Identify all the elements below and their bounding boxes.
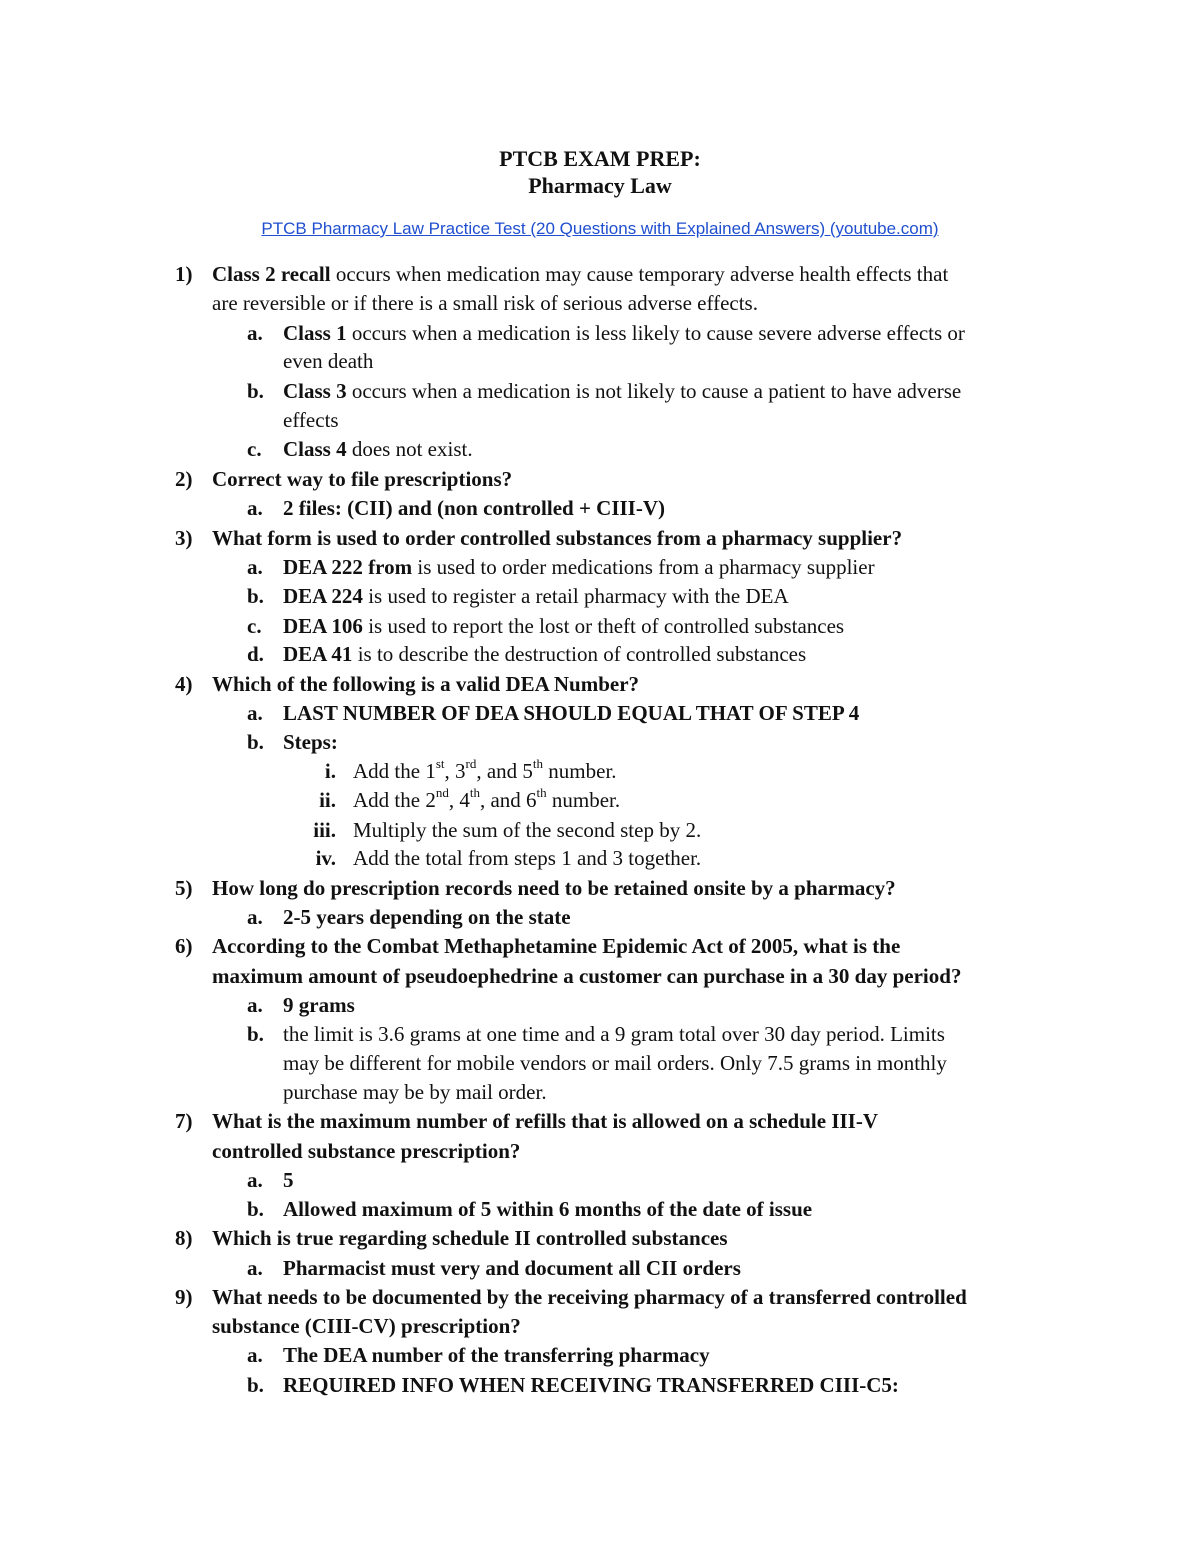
question-number: 9) (175, 1285, 193, 1309)
answer-text: 5 (283, 1168, 294, 1192)
answer-text: Pharmacist must very and document all CII orders (283, 1256, 741, 1280)
answer-text-cont: effects (283, 408, 339, 432)
answer-marker: a. (247, 555, 263, 579)
question-number: 1) (175, 262, 193, 286)
answer-text-cont: purchase may be by mail order. (283, 1080, 547, 1104)
question-number: 5) (175, 876, 193, 900)
question-number: 6) (175, 934, 193, 958)
question-number: 3) (175, 526, 193, 550)
answer-text: 2-5 years depending on the state (283, 905, 571, 929)
answer-text: Class 1 occurs when a medication is less likely to cause severe adverse effects or (283, 321, 965, 345)
question-text: Class 2 recall occurs when medication may cause temporary adverse health effects that (212, 262, 949, 286)
answer-text: DEA 41 is to describe the destruction of controlled substances (283, 642, 807, 666)
answer-text: DEA 224 is used to register a retail pharmacy with the DEA (283, 584, 789, 608)
question-text-cont: maximum amount of pseudoephedrine a customer can purchase in a 30 day period? (212, 964, 962, 988)
answer-text-cont: even death (283, 349, 374, 373)
answer-marker: b. (247, 1373, 264, 1397)
answer-marker: b. (247, 730, 264, 754)
document-subtitle: Pharmacy Law (528, 173, 672, 198)
question-text-cont: substance (CIII-CV) prescription? (212, 1314, 521, 1338)
question-text: Correct way to file prescriptions? (212, 467, 513, 491)
answer-marker: b. (247, 1197, 264, 1221)
answer-marker: c. (247, 437, 262, 461)
document-title: PTCB EXAM PREP: (499, 146, 701, 171)
step-text: Add the total from steps 1 and 3 together. (353, 846, 702, 870)
answer-text: the limit is 3.6 grams at one time and a 9 gram total over 30 day period. Limits (283, 1022, 945, 1046)
answer-text: Allowed maximum of 5 within 6 months of the date of issue (283, 1197, 813, 1221)
answer-text: LAST NUMBER OF DEA SHOULD EQUAL THAT OF STEP 4 (283, 701, 860, 725)
answer-marker: a. (247, 1343, 263, 1367)
answer-marker: b. (247, 379, 264, 403)
question-number: 7) (175, 1109, 193, 1133)
answer-text: DEA 106 is used to report the lost or theft of controlled substances (283, 614, 845, 638)
step-marker: iii. (313, 818, 336, 842)
step-text: Multiply the sum of the second step by 2. (353, 818, 702, 842)
answer-text: DEA 222 from is used to order medications from a pharmacy supplier (283, 555, 875, 579)
question-text: According to the Combat Methaphetamine Epidemic Act of 2005, what is the (212, 934, 901, 958)
answer-marker: a. (247, 1256, 263, 1280)
question-number: 8) (175, 1226, 193, 1250)
answer-marker: a. (247, 993, 263, 1017)
question-text: What needs to be documented by the receiving pharmacy of a transferred controlled (212, 1285, 967, 1309)
question-text: How long do prescription records need to be retained onsite by a pharmacy? (212, 876, 896, 900)
answer-marker: a. (247, 1168, 263, 1192)
answer-text: Class 3 occurs when a medication is not likely to cause a patient to have adverse (283, 379, 962, 403)
answer-text: Class 4 does not exist. (283, 437, 473, 461)
answer-text-cont: may be different for mobile vendors or mail orders. Only 7.5 grams in monthly (283, 1051, 947, 1075)
answer-marker: a. (247, 321, 263, 345)
question-text: What form is used to order controlled substances from a pharmacy supplier? (212, 526, 903, 550)
question-text-cont: are reversible or if there is a small risk of serious adverse effects. (212, 291, 758, 315)
step-text: Add the 1st, 3rd, and 5th number. (353, 756, 617, 783)
answer-marker: c. (247, 614, 262, 638)
answer-marker: b. (247, 1022, 264, 1046)
step-marker: i. (324, 759, 336, 783)
answer-text: The DEA number of the transferring pharmacy (283, 1343, 710, 1367)
answer-text: REQUIRED INFO WHEN RECEIVING TRANSFERRED CIII-C5: (283, 1373, 899, 1397)
answer-marker: d. (247, 642, 264, 666)
step-marker: ii. (319, 788, 336, 812)
answer-text: 2 files: (CII) and (non controlled + CIII-V) (283, 496, 666, 520)
question-text: Which of the following is a valid DEA Number? (212, 672, 640, 696)
step-marker: iv. (315, 846, 336, 870)
question-text: Which is true regarding schedule II controlled substances (212, 1226, 728, 1250)
question-text-cont: controlled substance prescription? (212, 1139, 521, 1163)
video-link[interactable]: PTCB Pharmacy Law Practice Test (20 Questions with Explained Answers) (youtube.com) (261, 219, 939, 238)
question-text: What is the maximum number of refills that is allowed on a schedule III-V (212, 1109, 879, 1133)
answer-marker: a. (247, 496, 263, 520)
answer-marker: b. (247, 584, 264, 608)
step-text: Add the 2nd, 4th, and 6th number. (353, 785, 621, 812)
answer-text: 9 grams (283, 993, 355, 1017)
question-number: 4) (175, 672, 193, 696)
answer-marker: a. (247, 905, 263, 929)
question-number: 2) (175, 467, 193, 491)
answer-text: Steps: (283, 730, 338, 754)
answer-marker: a. (247, 701, 263, 725)
